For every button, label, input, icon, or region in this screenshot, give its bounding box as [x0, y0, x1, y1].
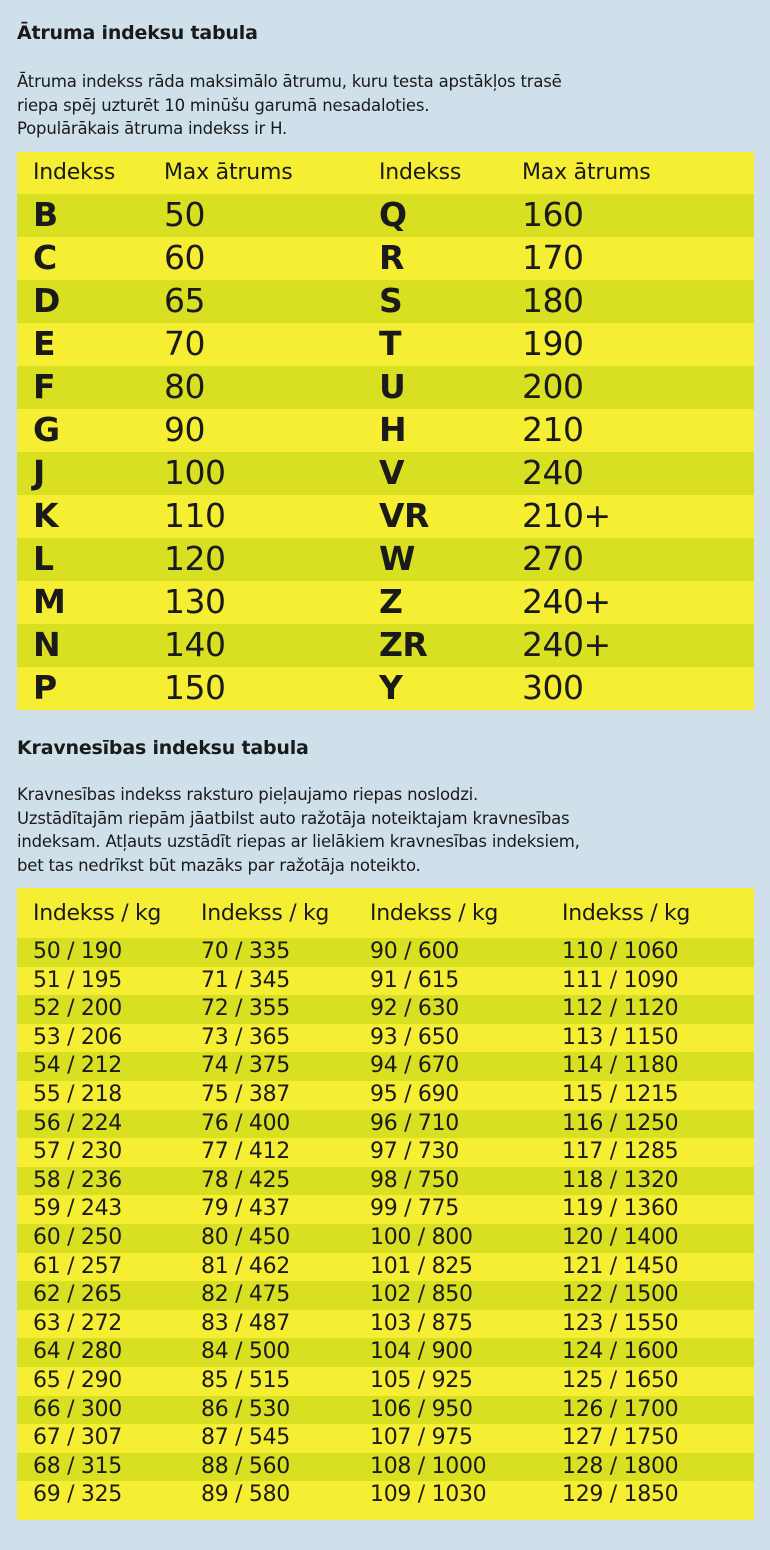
load-index-value: 127 / 1750	[562, 1425, 679, 1451]
load-index-value: 129 / 1850	[562, 1482, 679, 1508]
load-index-value: 118 / 1320	[562, 1167, 679, 1193]
load-index-value: 91 / 615	[370, 967, 459, 993]
load-table-body	[17, 938, 754, 1510]
table-row	[17, 581, 754, 624]
load-index-value: 69 / 325	[33, 1482, 122, 1508]
max-speed-value: 140	[164, 625, 226, 664]
speed-index-intro	[17, 70, 562, 141]
load-index-value: 64 / 280	[33, 1339, 122, 1365]
table-row	[17, 1081, 754, 1110]
max-speed-value: 120	[164, 539, 226, 578]
load-index-value: 70 / 335	[201, 939, 290, 964]
max-speed-value: 65	[164, 281, 205, 320]
load-intro-line: bet tas nedrīkst būt mazāks par ražotāja noteikto.	[17, 855, 421, 875]
load-index-value: 51 / 195	[33, 967, 122, 993]
speed-index-letter: K	[33, 496, 59, 535]
table-row	[17, 194, 754, 237]
table-row	[17, 1396, 754, 1425]
load-index-value: 78 / 425	[201, 1167, 290, 1193]
speed-header-max-speed: Max ātrums	[164, 160, 293, 185]
load-intro-line: Uzstādītajām riepām jāatbilst auto ražotāja noteiktajam kravnesības	[17, 808, 570, 828]
table-row	[17, 1481, 754, 1510]
load-intro-line: Kravnesības indekss raksturo pieļaujamo riepas noslodzi.	[17, 785, 479, 804]
load-index-value: 85 / 515	[201, 1367, 290, 1393]
speed-header-max-speed: Max ātrums	[522, 160, 651, 185]
table-row	[17, 366, 754, 409]
speed-index-title: Ātruma indeksu tabula	[17, 22, 258, 44]
table-row	[17, 280, 754, 323]
load-index-value: 125 / 1650	[562, 1367, 679, 1393]
speed-index-letter: V	[379, 453, 405, 492]
table-row	[17, 237, 754, 280]
load-index-value: 98 / 750	[370, 1167, 459, 1193]
load-index-value: 114 / 1180	[562, 1053, 679, 1079]
table-row	[17, 452, 754, 495]
load-index-value: 57 / 230	[33, 1139, 122, 1165]
speed-index-letter: C	[33, 238, 57, 277]
load-index-value: 80 / 450	[201, 1224, 290, 1250]
load-header-index-kg: Indekss / kg	[562, 901, 691, 926]
load-index-value: 60 / 250	[33, 1224, 122, 1250]
speed-index-letter: Z	[379, 582, 403, 621]
load-table-header	[17, 888, 754, 938]
table-row	[17, 495, 754, 538]
speed-index-letter: S	[379, 281, 403, 320]
load-index-value: 97 / 730	[370, 1139, 459, 1165]
load-index-value: 109 / 1030	[370, 1482, 487, 1508]
table-row	[17, 1138, 754, 1167]
load-intro-line: indeksam. Atļauts uzstādīt riepas ar lielākiem kravnesības indeksiem,	[17, 832, 580, 851]
load-index-value: 88 / 560	[201, 1453, 290, 1479]
load-index-value: 92 / 630	[370, 996, 459, 1022]
max-speed-value: 240+	[522, 625, 611, 664]
speed-index-letter: B	[33, 195, 58, 234]
max-speed-value: 100	[164, 453, 226, 492]
max-speed-value: 70	[164, 324, 205, 363]
max-speed-value: 130	[164, 582, 226, 621]
max-speed-value: 270	[522, 539, 584, 578]
load-index-title: Kravnesības indeksu tabula	[17, 737, 309, 759]
speed-index-letter: Y	[379, 668, 403, 707]
speed-index-letter: G	[33, 410, 60, 449]
load-index-value: 113 / 1150	[562, 1024, 679, 1050]
load-header-index-kg: Indekss / kg	[201, 901, 330, 926]
max-speed-value: 300	[522, 668, 584, 707]
speed-index-letter: T	[379, 324, 402, 363]
load-index-value: 73 / 365	[201, 1024, 290, 1050]
load-index-value: 121 / 1450	[562, 1253, 679, 1279]
speed-index-letter: U	[379, 367, 406, 406]
speed-index-letter: J	[33, 453, 45, 492]
table-row	[17, 1024, 754, 1053]
speed-index-letter: ZR	[379, 625, 428, 664]
load-index-value: 126 / 1700	[562, 1396, 679, 1422]
load-index-value: 68 / 315	[33, 1453, 122, 1479]
load-index-value: 81 / 462	[201, 1253, 290, 1279]
load-index-value: 102 / 850	[370, 1282, 473, 1308]
load-index-value: 79 / 437	[201, 1196, 290, 1222]
load-index-value: 107 / 975	[370, 1425, 473, 1451]
max-speed-value: 240+	[522, 582, 611, 621]
load-index-value: 99 / 775	[370, 1196, 459, 1222]
load-index-value: 53 / 206	[33, 1024, 122, 1050]
speed-index-letter: H	[379, 410, 407, 449]
load-index-value: 103 / 875	[370, 1310, 473, 1336]
table-row	[17, 1224, 754, 1253]
speed-index-letter: E	[33, 324, 56, 363]
table-row	[17, 967, 754, 996]
table-row	[17, 1253, 754, 1282]
speed-index-letter: W	[379, 539, 415, 578]
speed-intro-line: Ātruma indekss rāda maksimālo ātrumu, kuru testa apstākļos trasē	[17, 72, 562, 91]
speed-table-header	[17, 152, 754, 194]
load-index-value: 123 / 1550	[562, 1310, 679, 1336]
load-index-value: 95 / 690	[370, 1081, 459, 1107]
max-speed-value: 240	[522, 453, 584, 492]
table-row	[17, 1453, 754, 1482]
max-speed-value: 210+	[522, 496, 611, 535]
load-index-value: 52 / 200	[33, 996, 122, 1022]
load-index-value: 58 / 236	[33, 1167, 122, 1193]
load-index-value: 62 / 265	[33, 1282, 122, 1308]
table-row	[17, 1052, 754, 1081]
load-index-value: 75 / 387	[201, 1081, 290, 1107]
load-index-value: 72 / 355	[201, 996, 290, 1022]
speed-header-index: Indekss	[33, 160, 116, 185]
max-speed-value: 60	[164, 238, 205, 277]
table-row	[17, 409, 754, 452]
table-row	[17, 1338, 754, 1367]
table-row	[17, 667, 754, 710]
load-index-value: 56 / 224	[33, 1110, 122, 1136]
load-index-value: 116 / 1250	[562, 1110, 679, 1136]
load-index-value: 65 / 290	[33, 1367, 122, 1393]
load-index-value: 128 / 1800	[562, 1453, 679, 1479]
speed-index-letter: D	[33, 281, 60, 320]
load-index-value: 120 / 1400	[562, 1224, 679, 1250]
speed-index-letter: Q	[379, 195, 407, 234]
load-header-index-kg: Indekss / kg	[370, 901, 499, 926]
load-index-table	[17, 888, 754, 1520]
table-row	[17, 624, 754, 667]
table-row	[17, 938, 754, 967]
load-index-value: 63 / 272	[33, 1310, 122, 1336]
table-row	[17, 538, 754, 581]
load-index-value: 90 / 600	[370, 939, 459, 964]
load-index-value: 100 / 800	[370, 1224, 473, 1250]
load-index-value: 93 / 650	[370, 1024, 459, 1050]
load-index-value: 115 / 1215	[562, 1081, 679, 1107]
load-index-intro	[17, 783, 580, 877]
load-index-value: 112 / 1120	[562, 996, 679, 1022]
table-row	[17, 995, 754, 1024]
table-row	[17, 1310, 754, 1339]
load-index-value: 61 / 257	[33, 1253, 122, 1279]
load-index-value: 74 / 375	[201, 1053, 290, 1079]
load-index-value: 82 / 475	[201, 1282, 290, 1308]
speed-index-letter: VR	[379, 496, 429, 535]
max-speed-value: 190	[522, 324, 584, 363]
load-index-value: 66 / 300	[33, 1396, 122, 1422]
load-index-value: 71 / 345	[201, 967, 290, 993]
load-index-value: 101 / 825	[370, 1253, 473, 1279]
load-index-value: 83 / 487	[201, 1310, 290, 1336]
load-index-value: 117 / 1285	[562, 1139, 679, 1165]
table-row	[17, 323, 754, 366]
speed-index-letter: M	[33, 582, 66, 621]
speed-index-table	[17, 152, 754, 710]
max-speed-value: 110	[164, 496, 226, 535]
load-index-value: 106 / 950	[370, 1396, 473, 1422]
max-speed-value: 150	[164, 668, 226, 707]
load-index-value: 124 / 1600	[562, 1339, 679, 1365]
speed-index-letter: P	[33, 668, 57, 707]
load-index-value: 86 / 530	[201, 1396, 290, 1422]
load-index-value: 55 / 218	[33, 1081, 122, 1107]
load-index-value: 76 / 400	[201, 1110, 290, 1136]
table-row	[17, 1195, 754, 1224]
load-index-value: 119 / 1360	[562, 1196, 679, 1222]
table-row	[17, 1167, 754, 1196]
speed-intro-line: Populārākais ātruma indekss ir H.	[17, 119, 288, 138]
max-speed-value: 160	[522, 195, 584, 234]
speed-index-letter: L	[33, 539, 54, 578]
load-index-value: 104 / 900	[370, 1339, 473, 1365]
load-index-value: 84 / 500	[201, 1339, 290, 1365]
load-index-value: 77 / 412	[201, 1139, 290, 1165]
load-index-value: 67 / 307	[33, 1425, 122, 1451]
speed-header-index: Indekss	[379, 160, 462, 185]
max-speed-value: 90	[164, 410, 205, 449]
load-index-value: 54 / 212	[33, 1053, 122, 1079]
speed-intro-line: riepa spēj uzturēt 10 minūšu garumā nesadaloties.	[17, 95, 430, 115]
load-index-value: 110 / 1060	[562, 939, 679, 964]
table-row	[17, 1281, 754, 1310]
load-index-value: 122 / 1500	[562, 1282, 679, 1308]
load-index-value: 50 / 190	[33, 939, 122, 964]
load-index-value: 105 / 925	[370, 1367, 473, 1393]
max-speed-value: 170	[522, 238, 584, 277]
load-index-value: 89 / 580	[201, 1482, 290, 1508]
load-index-value: 94 / 670	[370, 1053, 459, 1079]
table-row	[17, 1367, 754, 1396]
max-speed-value: 180	[522, 281, 584, 320]
speed-index-letter: R	[379, 238, 404, 277]
max-speed-value: 50	[164, 195, 205, 234]
speed-table-body	[17, 194, 754, 710]
max-speed-value: 210	[522, 410, 584, 449]
table-row	[17, 1424, 754, 1453]
load-index-value: 96 / 710	[370, 1110, 459, 1136]
load-header-index-kg: Indekss / kg	[33, 901, 162, 926]
table-row	[17, 1110, 754, 1139]
load-index-value: 59 / 243	[33, 1196, 122, 1222]
load-index-value: 87 / 545	[201, 1425, 290, 1451]
speed-index-letter: N	[33, 625, 61, 664]
load-index-value: 108 / 1000	[370, 1453, 487, 1479]
max-speed-value: 200	[522, 367, 584, 406]
load-index-value: 111 / 1090	[562, 967, 679, 993]
max-speed-value: 80	[164, 367, 205, 406]
speed-index-letter: F	[33, 367, 56, 406]
